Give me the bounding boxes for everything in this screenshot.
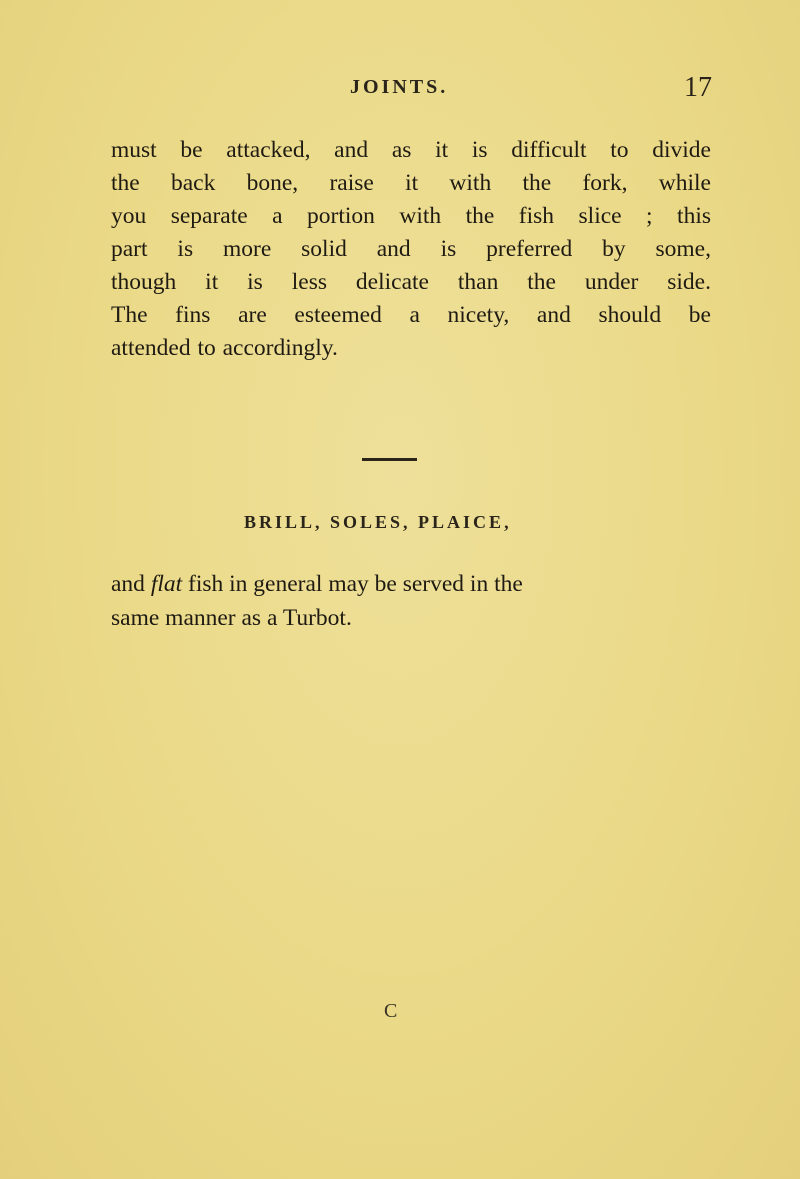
italic-word: flat xyxy=(150,571,183,597)
section-heading: BRILL, SOLES, PLAICE, xyxy=(244,512,512,532)
page-number: 17 xyxy=(684,72,712,103)
text-line: you separate a portion with the fish slice ; this xyxy=(111,203,711,229)
section-paragraph xyxy=(111,567,671,635)
text-line: must be attacked, and as it is difficult to divide xyxy=(111,137,711,163)
text-line: though it is less delicate than the under side. xyxy=(111,269,711,295)
body-paragraph xyxy=(111,134,711,365)
text-line: same manner as a Turbot. xyxy=(111,605,352,631)
signature-mark: C xyxy=(384,1000,398,1022)
text-fragment: fish in general may be served in the xyxy=(182,571,523,597)
text-line xyxy=(111,567,671,601)
text-line: attended to accordingly. xyxy=(111,335,338,361)
running-head: JOINTS. xyxy=(350,76,449,98)
text-line: The fins are esteemed a nicety, and should be xyxy=(111,302,711,328)
text-fragment: and xyxy=(111,571,151,597)
text-line: part is more solid and is preferred by some, xyxy=(111,236,711,262)
section-divider xyxy=(362,458,417,461)
text-line: the back bone, raise it with the fork, while xyxy=(111,170,711,196)
